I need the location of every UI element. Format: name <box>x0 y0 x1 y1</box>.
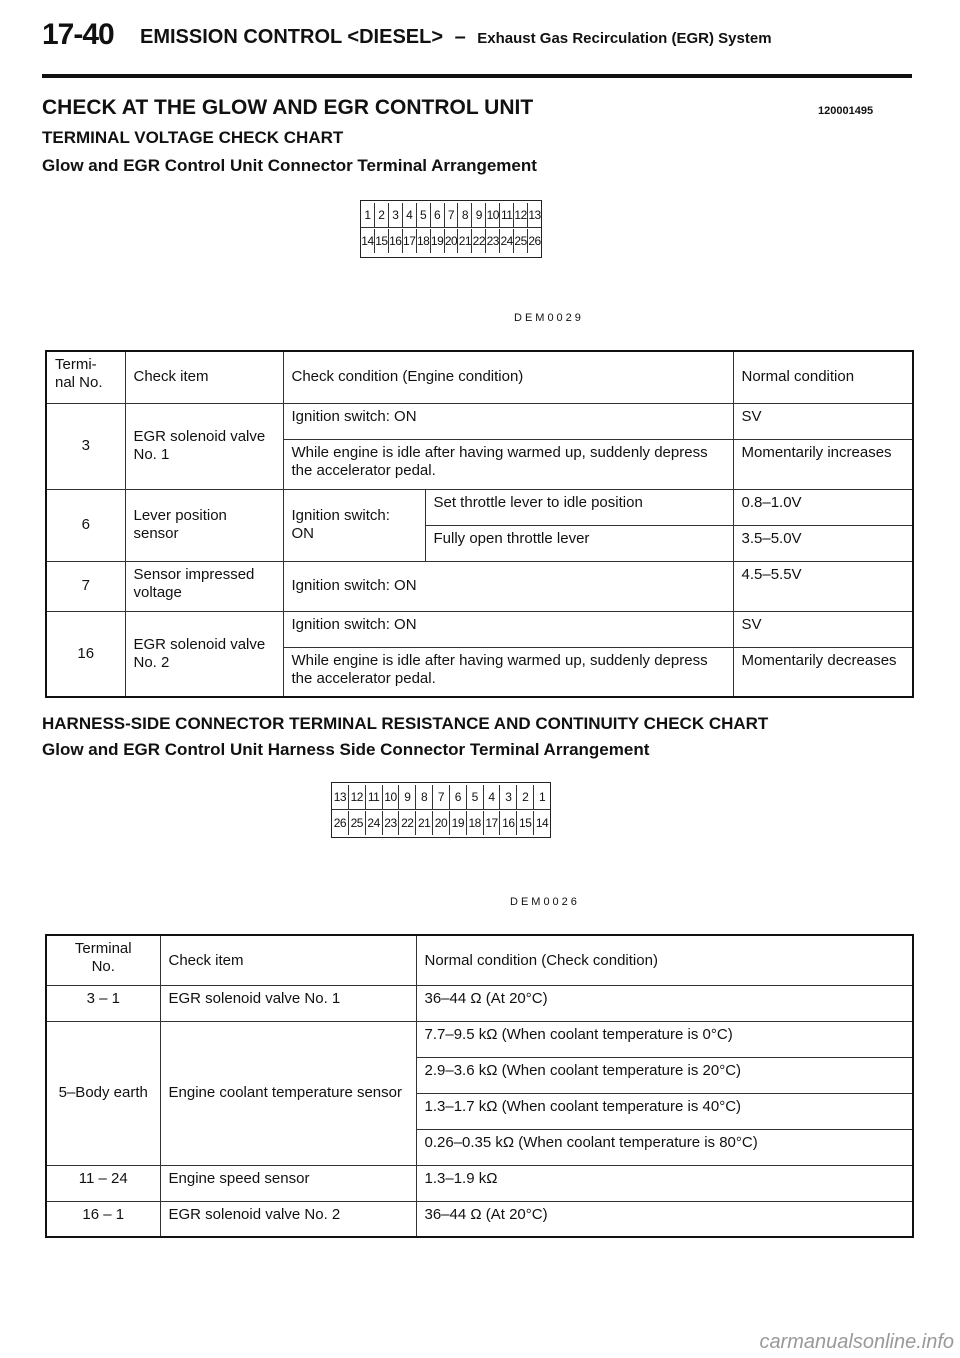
check-item-6: Lever position sensor <box>125 489 283 561</box>
ecu-connector-pin: 9 <box>472 203 486 227</box>
normal-3-2: Momentarily increases <box>733 439 913 489</box>
ecu-connector-pin: 22 <box>472 229 486 253</box>
normal-r2-1: 7.7–9.5 kΩ (When coolant temperature is 0°C) <box>416 1021 913 1057</box>
harness-connector-pin: 20 <box>433 811 450 835</box>
harness-connector-pin: 2 <box>517 785 534 809</box>
check-item-r1: EGR solenoid valve No. 1 <box>160 985 416 1021</box>
harness-connector-pin: 1 <box>538 790 546 804</box>
condition-3-2: While engine is idle after having warmed up, suddenly depress the accelerator pedal. <box>283 439 733 489</box>
header-rule <box>42 74 912 78</box>
section2-arrangement-title: Glow and EGR Control Unit Harness Side Connector Terminal Arrangement <box>42 740 650 759</box>
ecu-connector-pin: 7 <box>445 203 459 227</box>
subsection-title: Exhaust Gas Recirculation (EGR) System <box>477 30 772 47</box>
watermark: carmanualsonline.info <box>759 1331 954 1353</box>
normal-r4: 36–44 Ω (At 20°C) <box>416 1201 913 1237</box>
condition-3-1: Ignition switch: ON <box>283 403 733 439</box>
check-item-3: EGR solenoid valve No. 1 <box>125 403 283 489</box>
figure-code-1: DEM0029 <box>514 312 584 324</box>
ecu-connector-pin: 1 <box>361 203 375 227</box>
condition-6: Ignition switch: ON <box>283 489 425 561</box>
harness-connector-pin: 5 <box>467 785 484 809</box>
normal-16-1: SV <box>733 611 913 647</box>
normal-6-2: 3.5–5.0V <box>733 525 913 561</box>
section2-title: HARNESS-SIDE CONNECTOR TERMINAL RESISTANCE AND CONTINUITY CHECK CHART <box>42 714 769 733</box>
ecu-connector-pin: 8 <box>458 203 472 227</box>
harness-connector-pin: 16 <box>500 811 517 835</box>
ecu-connector-pin: 17 <box>403 229 417 253</box>
harness-connector-pin: 14 <box>535 816 549 830</box>
ecu-connector-diagram <box>360 200 542 258</box>
ecu-connector-pin: 12 <box>514 203 528 227</box>
check-item-16: EGR solenoid valve No. 2 <box>125 611 283 697</box>
condition-7: Ignition switch: ON <box>283 561 733 611</box>
section1-arrangement-title: Glow and EGR Control Unit Connector Terminal Arrangement <box>42 156 537 175</box>
header-normal-condition: Normal condition (Check condition) <box>416 935 913 985</box>
ecu-connector-pin: 2 <box>375 203 389 227</box>
harness-connector-pin: 23 <box>383 811 400 835</box>
normal-3-1: SV <box>733 403 913 439</box>
header-terminal-no: Terminal No. <box>46 935 160 985</box>
check-item-r2: Engine coolant temperature sensor <box>160 1021 416 1165</box>
section1-title: CHECK AT THE GLOW AND EGR CONTROL UNIT <box>42 96 534 119</box>
harness-connector-pin: 8 <box>416 785 433 809</box>
ecu-connector-pin: 3 <box>389 203 403 227</box>
header-dash: – <box>454 26 466 48</box>
harness-connector-pin: 9 <box>399 785 416 809</box>
harness-connector-pin: 18 <box>467 811 484 835</box>
check-item-7: Sensor impressed voltage <box>125 561 283 611</box>
terminal-16: 16 <box>46 611 125 697</box>
harness-connector-pin: 4 <box>484 785 501 809</box>
ecu-connector-pin: 21 <box>458 229 472 253</box>
normal-r2-3: 1.3–1.7 kΩ (When coolant temperature is 40°C) <box>416 1093 913 1129</box>
terminal-11-24: 11 – 24 <box>46 1165 160 1201</box>
header-condition: Check condition (Engine condition) <box>283 351 733 403</box>
page-number: 17-40 <box>42 18 114 51</box>
condition-16-2: While engine is idle after having warmed up, suddenly depress the accelerator pedal. <box>283 647 733 697</box>
normal-16-2: Momentarily decreases <box>733 647 913 697</box>
ecu-connector-pin: 20 <box>445 229 459 253</box>
header-terminal: Termi- nal No. <box>46 351 125 403</box>
ecu-connector-pin: 6 <box>431 203 445 227</box>
ecu-connector-pin: 4 <box>403 203 417 227</box>
normal-r2-4: 0.26–0.35 kΩ (When coolant temperature is 80°C) <box>416 1129 913 1165</box>
harness-connector-diagram <box>331 782 551 838</box>
ecu-connector-pin: 15 <box>375 229 389 253</box>
harness-connector-pin: 19 <box>450 811 467 835</box>
ecu-connector-pin: 11 <box>500 203 514 227</box>
harness-connector-pin: 22 <box>399 811 416 835</box>
normal-r2-2: 2.9–3.6 kΩ (When coolant temperature is 20°C) <box>416 1057 913 1093</box>
harness-connector-pin: 3 <box>500 785 517 809</box>
sub-condition-6-2: Fully open throttle lever <box>425 525 733 561</box>
terminal-5-body: 5–Body earth <box>46 1021 160 1165</box>
resistance-continuity-table <box>45 934 914 1238</box>
ecu-connector-pin: 19 <box>431 229 445 253</box>
terminal-6: 6 <box>46 489 125 561</box>
check-item-r4: EGR solenoid valve No. 2 <box>160 1201 416 1237</box>
harness-connector-pin: 12 <box>349 785 366 809</box>
ecu-connector-pin: 25 <box>514 229 528 253</box>
document-code: 120001495 <box>818 105 874 117</box>
ecu-connector-pin: 26 <box>528 234 541 248</box>
terminal-7: 7 <box>46 561 125 611</box>
harness-connector-pin: 24 <box>366 811 383 835</box>
harness-connector-pin: 10 <box>383 785 400 809</box>
ecu-connector-pin: 24 <box>500 229 514 253</box>
harness-connector-pin: 17 <box>484 811 501 835</box>
header-normal: Normal condition <box>733 351 913 403</box>
sub-condition-6-1: Set throttle lever to idle position <box>425 489 733 525</box>
normal-r1: 36–44 Ω (At 20°C) <box>416 985 913 1021</box>
ecu-connector-pin: 23 <box>486 229 500 253</box>
section-title: EMISSION CONTROL <DIESEL> <box>140 26 444 48</box>
ecu-connector-pin: 5 <box>417 203 431 227</box>
header-check-item-2: Check item <box>160 935 416 985</box>
normal-r3: 1.3–1.9 kΩ <box>416 1165 913 1201</box>
section1-subtitle: TERMINAL VOLTAGE CHECK CHART <box>42 128 344 147</box>
header-check-item: Check item <box>125 351 283 403</box>
harness-connector-pin: 15 <box>517 811 534 835</box>
terminal-voltage-table <box>45 350 914 698</box>
condition-16-1: Ignition switch: ON <box>283 611 733 647</box>
normal-6-1: 0.8–1.0V <box>733 489 913 525</box>
figure-code-2: DEM0026 <box>510 896 580 908</box>
page-header <box>140 26 772 49</box>
harness-connector-pin: 21 <box>416 811 433 835</box>
harness-connector-pin: 13 <box>332 785 349 809</box>
ecu-connector-pin: 13 <box>528 208 541 222</box>
ecu-connector-pin: 18 <box>417 229 431 253</box>
normal-7: 4.5–5.5V <box>733 561 913 611</box>
terminal-16-1: 16 – 1 <box>46 1201 160 1237</box>
harness-connector-pin: 11 <box>366 785 383 809</box>
ecu-connector-pin: 14 <box>361 229 375 253</box>
ecu-connector-pin: 16 <box>389 229 403 253</box>
harness-connector-pin: 6 <box>450 785 467 809</box>
harness-connector-pin: 7 <box>433 785 450 809</box>
terminal-3-1: 3 – 1 <box>46 985 160 1021</box>
terminal-3: 3 <box>46 403 125 489</box>
ecu-connector-pin: 10 <box>486 203 500 227</box>
harness-connector-pin: 25 <box>349 811 366 835</box>
check-item-r3: Engine speed sensor <box>160 1165 416 1201</box>
harness-connector-pin: 26 <box>332 811 349 835</box>
